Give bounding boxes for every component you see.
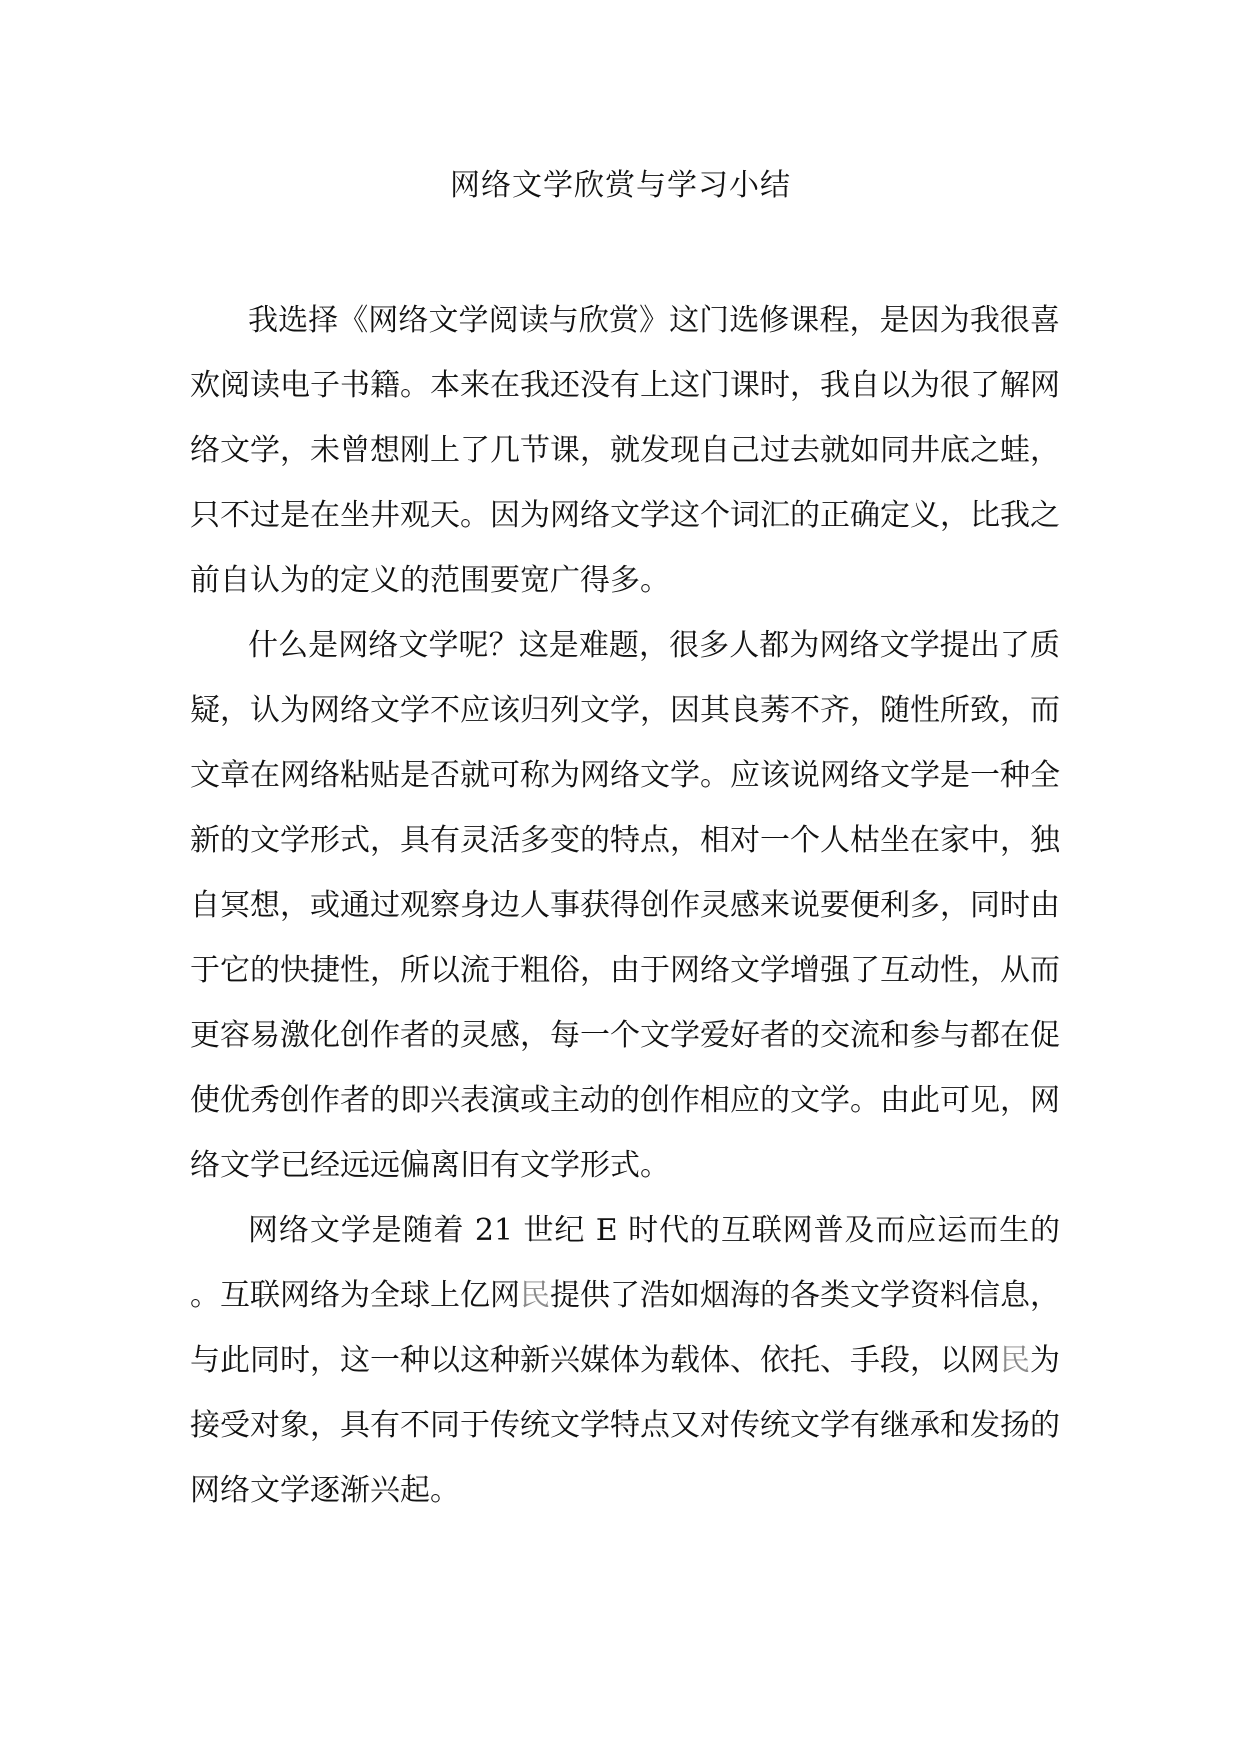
paragraph-1: 我选择《网络文学阅读与欣赏》这门选修课程，是因为我很喜欢阅读电子书籍。本来在我还没有上这门课时，我自以为很了解网络文学，未曾想刚上了几节课，就发现自己过去就如同井底之蛙，只不过是在坐井观天。因为网络文学这个词汇的正确定义，比我之前自认为的定义的范围要宽广得多。 [190,303,1060,598]
paragraph-3-text-b: 提供了浩如烟海的各类文学资料信息，与此同时，这一种以这种新兴媒体为载体、依托、手段，以网 [190,1278,1060,1378]
paragraph-3-faded-char: 民 [1000,1343,1030,1378]
paragraph-3 [190,1198,1060,1523]
document-body [190,288,1060,1523]
document-title: 网络文学欣赏与学习小结 [450,168,791,203]
paragraph-3-text-c: 为接受对象，具有不同于传统文学特点又对传统文学有继承和发扬的网络文学逐渐兴起。 [190,1343,1060,1508]
paragraph-2: 什么是网络文学呢？这是难题，很多人都为网络文学提出了质疑，认为网络文学不应该归列文学，因其良莠不齐，随性所致，而文章在网络粘贴是否就可称为网络文学。应该说网络文学是一种全新的文学形式，具有灵活多变的特点，相对一个人枯坐在家中，独自冥想，或通过观察身边人事获得创作灵感来说要便利多，同时由于它的快捷性，所以流于粗俗，由于网络文学增强了互动性，从而更容易激化创作者的灵感，每一个文学爱好者的交流和参与都在促使优秀创作者的即兴表演或主动的创作相应的文学。由此可见，网络文学已经远远偏离旧有文学形式。 [190,628,1060,1183]
paragraph-3-text-a: 网络文学是随着 21 世纪 E 时代的互联网普及而应运而生的。互联网络为全球上亿网 [190,1213,1060,1313]
paragraph-3-faded-char: 民 [520,1278,550,1313]
